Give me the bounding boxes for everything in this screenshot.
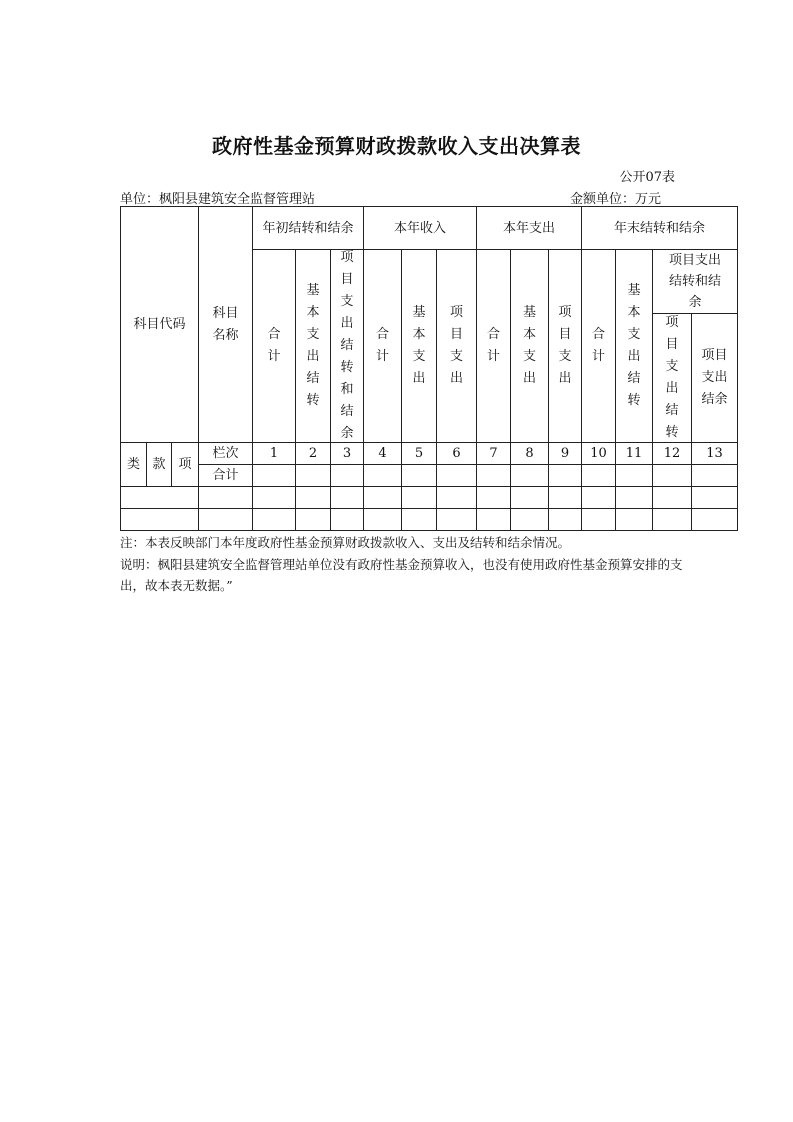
header-subject-code: 科目代码 xyxy=(133,317,186,332)
column-number: 10 xyxy=(590,446,607,461)
label-class: 类 xyxy=(126,457,140,472)
header-end-project-balance: 项目支出结余 xyxy=(701,348,728,407)
label-column-no: 栏次 xyxy=(212,446,239,461)
unit-label: 单位：枫阳县建筑安全监督管理站 xyxy=(120,192,316,207)
column-number: 12 xyxy=(663,446,681,461)
header-subject-name: 科目名称 xyxy=(212,305,239,343)
header-exp-total: 合计 xyxy=(487,327,501,364)
header-exp-project: 项目支出 xyxy=(558,305,572,386)
header-end-balance: 年末结转和结余 xyxy=(613,220,705,236)
form-number: 公开07表 xyxy=(619,170,675,185)
header-begin-basic-carry: 基本支出结转 xyxy=(306,283,320,408)
header-end-total: 合计 xyxy=(592,327,606,364)
table-explanation: 说明：枫阳县建筑安全监督管理站单位没有政府性基金预算收入，也没有使用政府性基金预算安排的支出，故本表无数据。” xyxy=(120,557,683,593)
column-number: 5 xyxy=(414,446,424,461)
header-begin-total: 合计 xyxy=(267,327,281,364)
header-begin-project-carry-balance: 项目支出结转和结余 xyxy=(340,250,354,441)
column-number: 9 xyxy=(560,446,570,461)
column-number: 1 xyxy=(269,446,279,461)
page-title: 政府性基金预算财政拨款收入支出决算表 xyxy=(212,134,581,158)
column-number: 6 xyxy=(452,446,461,461)
header-end-project-carry: 项目支出结转 xyxy=(665,315,679,440)
header-income-total: 合计 xyxy=(376,327,390,364)
column-number: 8 xyxy=(525,446,534,461)
money-unit-label: 金额单位：万元 xyxy=(570,192,662,207)
column-number: 13 xyxy=(706,446,723,461)
header-expenditure: 本年支出 xyxy=(502,220,555,236)
label-kuan: 款 xyxy=(152,457,166,472)
header-income-basic: 基本支出 xyxy=(412,305,426,386)
column-number: 7 xyxy=(489,446,498,461)
header-income-project: 项目支出 xyxy=(450,305,464,386)
column-number: 11 xyxy=(625,446,643,461)
column-number: 3 xyxy=(342,446,352,461)
column-number: 4 xyxy=(378,446,387,461)
header-begin-balance: 年初结转和结余 xyxy=(262,220,354,236)
header-end-basic-carry: 基本支出结转 xyxy=(627,283,641,408)
header-income: 本年收入 xyxy=(393,220,446,236)
label-xiang: 项 xyxy=(178,457,192,472)
header-exp-basic: 基本支出 xyxy=(523,305,537,386)
table-note: 注：本表反映部门本年度政府性基金预算财政拨款收入、支出及结转和结余情况。 xyxy=(120,535,571,550)
label-total-row: 合计 xyxy=(212,468,239,483)
column-number: 2 xyxy=(308,446,318,461)
header-end-project-carry-balance: 项目支出结转和结余 xyxy=(668,253,721,310)
